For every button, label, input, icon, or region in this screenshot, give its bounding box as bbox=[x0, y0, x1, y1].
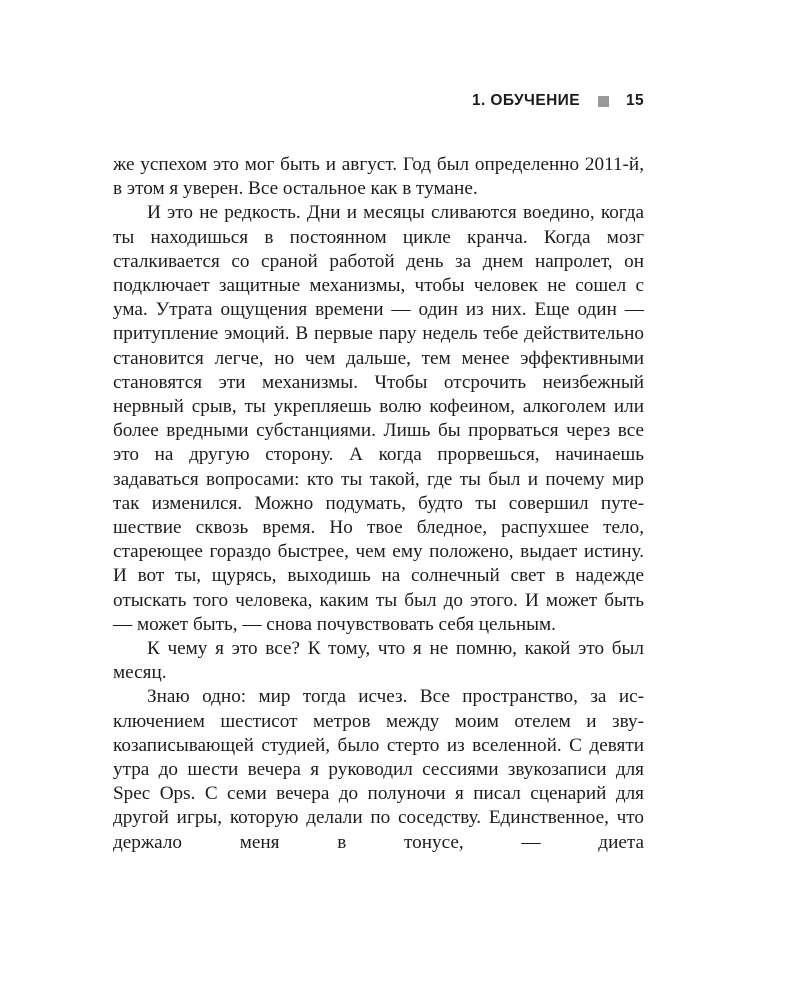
paragraph-1: же успехом это мог быть и август. Год был определенно 2011-й, в этом я уверен. Все остальное как в тумане. bbox=[113, 154, 644, 200]
paragraph-3: К чему я это все? К тому, что я не помню, какой это был месяц. bbox=[113, 638, 644, 684]
paragraph-2: И это не редкость. Дни и месяцы сливаются воедино, когда ты находишься в постоянном цикле кранча. Когда мозг сталкивается со сраной работой день за днем напролет, он подключает защитные механизмы, чтобы человек не сошел с ума. Утрата ощущения времени — один из них. Еще один — притупление эмоций. В первые пару недель тебе действительно становится легче, но чем дальше, тем менее эффективными становятся эти механизмы. Чтобы отсрочить неизбежный нервный срыв, ты укрепляешь волю кофеином, алкоголем или более вредными субстанциями. Лишь бы прорваться через все это на другую сторону. А когда прорвешься, начинаешь задаваться вопросами: кто ты такой, где ты был и почему мир так изменился. Можно подумать, будто ты совершил путешествие сквозь время. Но твое бледное, распухшее тело, стареющее гораздо быстрее, чем ему положено, выдает истину. И вот ты, щурясь, выходишь на солнечный свет в надежде отыскать того человека, каким ты был до этого. И может быть — может быть, — снова почувствовать себя цельным. bbox=[113, 202, 644, 635]
running-header bbox=[0, 88, 644, 114]
chapter-title: 1. ОБУЧЕНИЕ bbox=[471, 92, 580, 109]
separator-square bbox=[598, 96, 609, 107]
body-text bbox=[113, 153, 644, 855]
page-number: 15 bbox=[625, 92, 644, 109]
paragraph-4: Знаю одно: мир тогда исчез. Все пространство, за исключением шестисот метров между моим отелем и звукозаписывающей студией, было стерто из вселенной. С девяти утра до шести вечера я руководил сессиями звукозаписи для Spec Ops. С семи вечера до полуночи я писал сценарий для другой игры, которую делали по соседству. Единственное, что держало меня в тонусе, — диета bbox=[113, 686, 644, 853]
